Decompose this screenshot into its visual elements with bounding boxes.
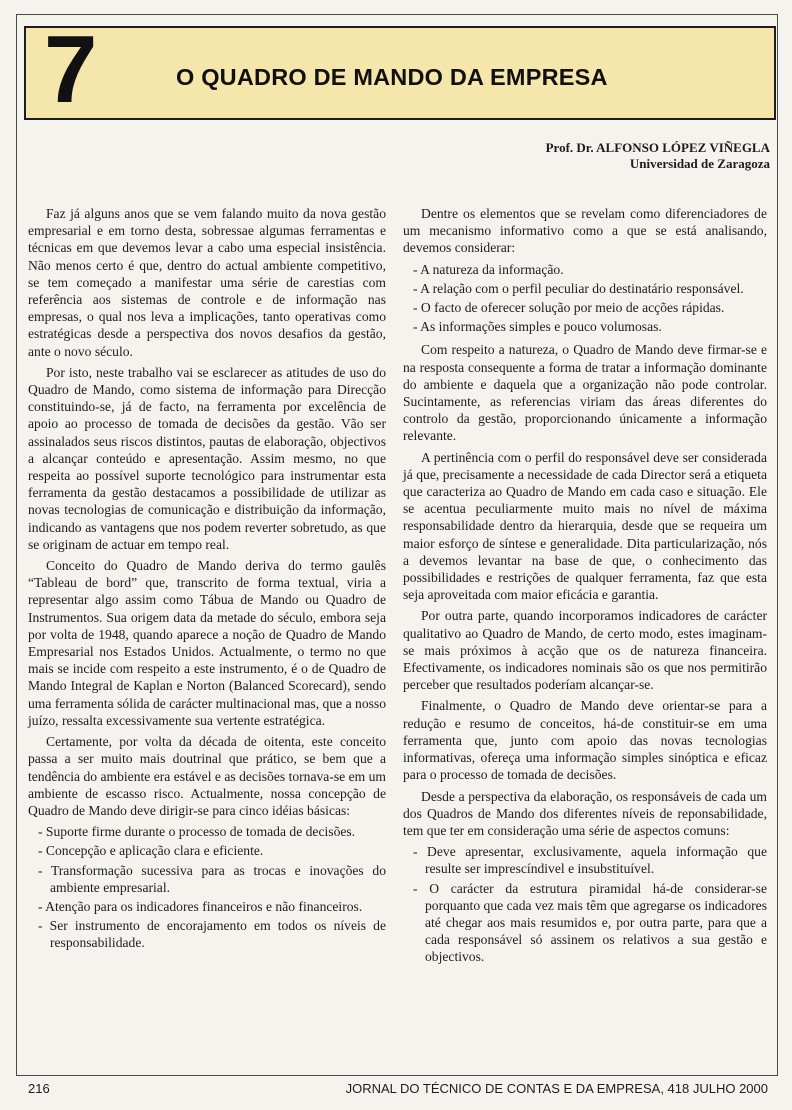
chapter-number: 7 xyxy=(44,16,98,123)
list-item: - Concepção e aplicação clara e eficiente. xyxy=(38,843,264,859)
basic-ideas-list xyxy=(28,823,386,951)
list-item: - Deve apresentar, exclusivamente, aquela informação que resulte ser imprescíndivel e insubstituível. xyxy=(413,844,767,877)
paragraph: Por outra parte, quando incorporamos indicadores de carácter qualitativo ao Quadro de Mando, de certo modo, estes imaginam-se mais próximos à acção que os de natureza financeira. Efectivamente, os indicadores nominais são os que nos permitirão perceber que resultados poderíam alcançar-se. xyxy=(403,608,767,693)
list-item: - Suporte firme durante o processo de tomada de decisões. xyxy=(38,824,356,840)
differentiators-list xyxy=(403,261,767,336)
list-item: - Transformação sucessiva para as trocas e inovações do ambiente empresarial. xyxy=(38,862,386,895)
chapter-header xyxy=(24,16,776,123)
paragraph: Com respeito a natureza, o Quadro de Mando deve firmar-se e na resposta consequente a forma de tratar a informação dominante do ambiente e daquela que a organização não pode controlar. Sucintamente, as referencias viriam das áreas diferentes do controlo da gestão, proporcionando únicamente a informação relevante. xyxy=(403,342,767,444)
byline xyxy=(546,140,770,172)
paragraph: A pertinência com o perfil do responsável deve ser considerada já que, precisamente a necessidade de cada Director será a etiqueta que caracteriza ao Quadro de Mando em cada caso e situação. Ele se acentua peculiarmente muito mais no nível de máxima responsabilidade dentro da hierarquia, desde que se requeira um maior esforço de síntese e generalidade. Dita particularização, nós a devemos levantar na base de que, o conhecimento das possibilidades e restrições de qualquer ferramenta, faz que esta seja aproveitada com maior eficácia e garantia. xyxy=(403,449,767,603)
list-item: - O carácter da estrutura piramidal há-de considerar-se porquanto que cada vez mais têm que agregarse os indicadores até chegar aos mais resumidos e, por outra parte, para que a cada responsável só assinem os relativos a sua gestão e objectivos. xyxy=(413,880,767,965)
left-column xyxy=(28,205,386,958)
paragraph: Desde a perspectiva da elaboração, os responsáveis de cada um dos Quadros de Mando dos diferentes níveis de reponsabilidade, tem que ter em consideração uma série de aspectos comuns: xyxy=(403,788,767,838)
paragraph: Por isto, neste trabalho vai se esclarecer as atitudes de uso do Quadro de Mando, como sistema de informação para Direcção constituindo-se, já de facto, na ferramenta por excelência de apoio ao processo de tomada de decisões da gestão. Vão ser assinalados seus riscos distintos, pautas de elaboração, objectivos a alcançar conteúdo e apresentação. Assim mesmo, no que respeita ao possível suporte tecnológico para instrumentar esta ferramenta da gestão destacamos a possibilidade de utilizar as novas tecnologias de comunicação e distribuição da informação, indicando as vantagens que nos podem reverter sobretudo, as que se originam de actuar em tempo real. xyxy=(28,364,386,552)
list-item: - O facto de oferecer solução por meio de acções rápidas. xyxy=(413,300,725,316)
paragraph: Faz já alguns anos que se vem falando muito da nova gestão empresarial e em torno desta, sobressae algumas ferramentas e técnicas em que devemos levar a cabo uma especial insistência. Não menos certo é que, dentro do actual ambiente competitivo, se tem começado a manifestar uma série de carestias com referência aos sistemas de controle e de informação nas empresas, o qual nos leva a implicações, tanto operativas como estratégicas desde a perspectiva dos novos desafios da gestão, ante o novo século. xyxy=(28,206,386,359)
common-aspects-list xyxy=(403,843,767,965)
right-column xyxy=(403,205,767,972)
author-name: Prof. Dr. ALFONSO LÓPEZ VIÑEGLA xyxy=(545,140,770,155)
list-item: - Ser instrumento de encorajamento em todos os níveis de responsabilidade. xyxy=(38,918,386,951)
paragraph: Finalmente, o Quadro de Mando deve orientar-se para a redução e resumo de conceitos, há-de constituir-se em uma ferramenta que, junto com apoio das novas tecnologias informativas, ofereça uma informação simples sinóptica e eficaz para o processo de tomada de decisões. xyxy=(403,698,767,783)
list-item: - A natureza da informação. xyxy=(413,261,564,277)
list-item: - A relação com o perfil peculiar do destinatário responsável. xyxy=(413,280,744,296)
article-title: O QUADRO DE MANDO DA EMPRESA xyxy=(176,64,608,90)
paragraph: Certamente, por volta da década de oitenta, este conceito passa a ser muito mais doutrinal que prático, se bem que a tendência do ambiente era estável e as decisões tornava-se em um ambiente de escasso risco. Actualmente, nossa concepção de Quadro de Mando deve dirigir-se para cinco idéias básicas: xyxy=(28,734,386,818)
list-item: - Atenção para os indicadores financeiros e não financeiros. xyxy=(38,898,363,914)
page-number: 216 xyxy=(28,1081,50,1096)
paragraph: Dentre os elementos que se revelam como diferenciadores de um mecanismo informativo como a que se está analisando, devemos considerar: xyxy=(403,206,767,256)
list-item: - As informações simples e pouco volumosas. xyxy=(413,319,662,335)
author-affiliation: Universidad de Zaragoza xyxy=(629,156,770,171)
journal-citation: JORNAL DO TÉCNICO DE CONTAS E DA EMPRESA, 418 JULHO 2000 xyxy=(345,1081,768,1096)
paragraph: Conceito do Quadro de Mando deriva do termo gaulês “Tableau de bord” que, transcrito de forma textual, viria a representar algo assim como Tábua de Mando ou Quadro de Instrumentos. Sua origem data da metade do século, embora seja por volta de 1948, quando aparece a noção de Quadro de Mando Empresarial nos Estados Unidos. Actualmente, o termo no que mais se incide com respeito a este instrumento, é o de Quadro de Mando Integral de Kaplan e Norton (Balanced Scorecard), sendo uma ferramenta sólida de carácter multinacional mas, que a nosso juízo, ressalta excessivamente sua vertente estratégica. xyxy=(28,558,386,728)
